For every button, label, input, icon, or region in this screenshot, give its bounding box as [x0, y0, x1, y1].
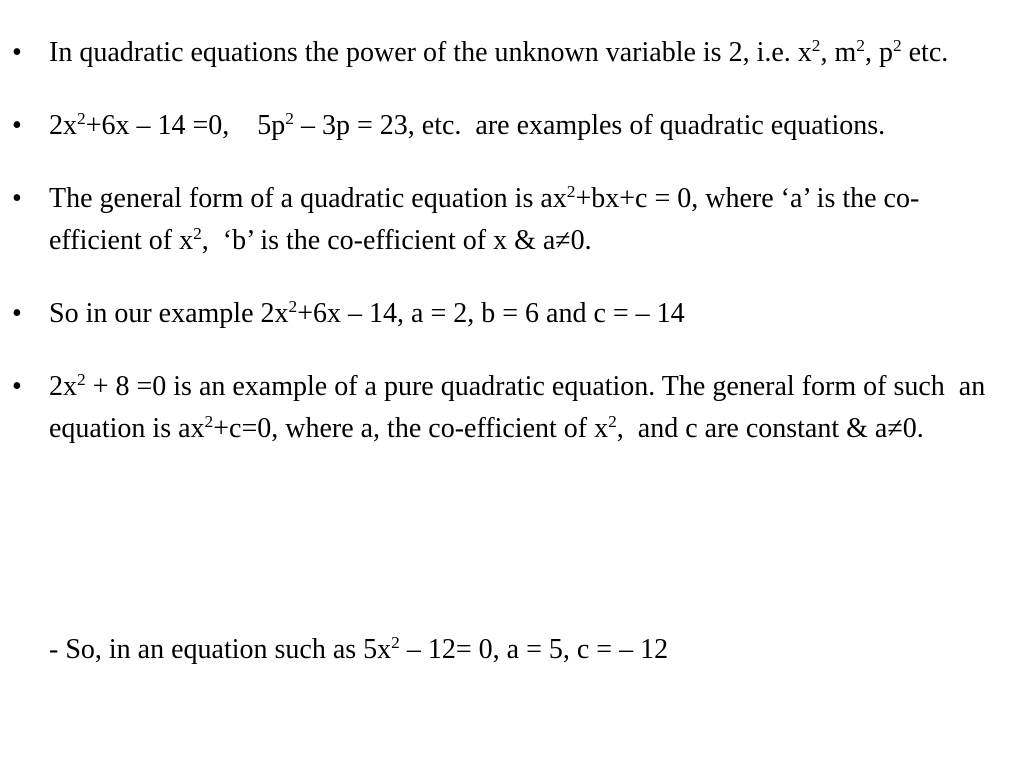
text-run: In quadratic equations the power of the unknown variable is 2, i.e. x — [49, 37, 812, 68]
superscript: 2 — [77, 370, 86, 390]
superscript: 2 — [566, 182, 576, 202]
superscript: 2 — [77, 109, 86, 129]
superscript: 2 — [193, 224, 202, 244]
bullet-dot: • — [12, 110, 22, 141]
text-run: + 8 =0 is an example of a pure quadratic equation. The general form of such an equation is ax — [49, 371, 993, 444]
superscript: 2 — [892, 36, 902, 56]
bullet-text — [49, 32, 1006, 74]
text-run: 2x — [49, 110, 77, 141]
superscript: 2 — [288, 297, 298, 317]
bullet-text — [49, 366, 1006, 450]
superscript: 2 — [285, 109, 294, 129]
bullet-dot: • — [12, 37, 22, 68]
text-run: - So, in an equation such as 5x — [49, 634, 392, 665]
bullet-text — [49, 178, 1006, 262]
text-run: , p — [864, 37, 893, 68]
text-run: – 3p = 23, etc. are examples of quadratic equations. — [293, 110, 886, 141]
text-run: +bx+c = 0, where ‘a’ is the co-efficient of x — [49, 183, 920, 256]
superscript: 2 — [391, 633, 400, 653]
sub-point-pure-example — [49, 629, 668, 671]
text-run: , ‘b’ is the co-efficient of x & a≠0. — [201, 225, 592, 256]
bullet-item-examples — [0, 105, 1024, 147]
text-run: , m — [820, 37, 857, 68]
text-run: So in our example 2x — [49, 298, 289, 329]
superscript: 2 — [608, 412, 617, 432]
text-run: +c=0, where a, the co-efficient of x — [213, 413, 609, 444]
bullet-text — [49, 293, 1006, 335]
bullet-item-pure-quadratic — [0, 366, 1024, 450]
text-run: etc. — [901, 37, 949, 68]
text-run: +6x – 14, a = 2, b = 6 and c = – 14 — [297, 298, 685, 329]
bullet-dot: • — [12, 371, 22, 402]
superscript: 2 — [811, 36, 821, 56]
bullet-item-power-of-variable — [0, 32, 1024, 74]
bullet-dot: • — [12, 183, 22, 214]
bullet-item-example-coefficients — [0, 293, 1024, 335]
text-run: – 12= 0, a = 5, c = – 12 — [399, 634, 669, 665]
text-run: , and c are constant & a≠0. — [616, 413, 924, 444]
text-run: +6x – 14 =0, 5p — [85, 110, 286, 141]
text-run: 2x — [49, 371, 77, 402]
superscript: 2 — [204, 412, 214, 432]
bullet-dot: • — [12, 298, 22, 329]
bullet-text — [49, 105, 1006, 147]
text-run: The general form of a quadratic equation is ax — [49, 183, 567, 214]
superscript: 2 — [856, 36, 865, 56]
bullet-item-general-form — [0, 178, 1024, 262]
bullet-list — [0, 32, 1024, 481]
